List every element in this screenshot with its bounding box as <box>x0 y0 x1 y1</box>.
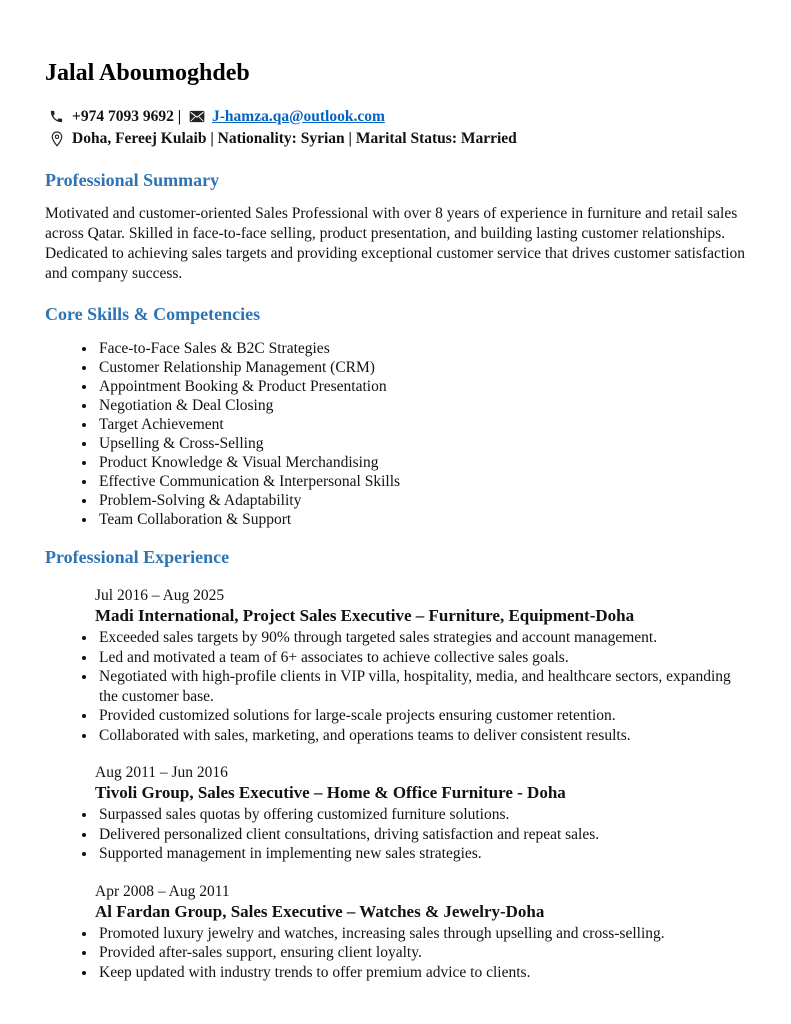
skill-item: • Upselling & Cross-Selling <box>97 434 746 453</box>
skills-section <box>45 304 746 529</box>
skill-item: • Product Knowledge & Visual Merchandising <box>97 453 746 472</box>
job-bullet: • Provided customized solutions for large-scale projects ensuring customer retention. <box>97 706 746 726</box>
job-bullet-list <box>45 805 746 864</box>
skill-item: • Negotiation & Deal Closing <box>97 396 746 415</box>
job-dates: Aug 2011 – Jun 2016 <box>95 764 228 782</box>
job-bullet-list <box>45 924 746 983</box>
job-bullet: • Negotiated with high-profile clients in VIP villa, hospitality, media, and healthcare sectors, expanding the customer base. <box>97 667 746 706</box>
skill-item: • Effective Communication & Interpersonal Skills <box>97 472 746 491</box>
location-details: Doha, Fereej Kulaib | Nationality: Syrian | Marital Status: Married <box>72 129 517 147</box>
job-bullet: • Surpassed sales quotas by offering customized furniture solutions. <box>97 805 746 825</box>
phone-icon <box>48 109 65 124</box>
job-bullet: • Provided after-sales support, ensuring client loyalty. <box>97 943 746 963</box>
skill-item: • Team Collaboration & Support <box>97 510 746 529</box>
skill-item: • Problem-Solving & Adaptability <box>97 491 746 510</box>
job-title: Al Fardan Group, Sales Executive – Watches & Jewelry-Doha <box>95 901 545 921</box>
experience-section <box>45 547 746 983</box>
job-bullet: • Promoted luxury jewelry and watches, increasing sales through upselling and cross-selling. <box>97 924 746 944</box>
job-entry <box>45 763 746 864</box>
skills-list <box>45 339 746 529</box>
contact-separator-glyph: | <box>177 107 182 125</box>
summary-paragraph: Motivated and customer-oriented Sales Professional with over 8 years of experience in furniture and retail sales across Qatar. Skilled in face-to-face selling, product presentation, and building lasting customer relationships. Dedicated to achieving sales targets and providing exceptional customer service that drives customer satisfaction and company success. <box>45 205 745 283</box>
email-link[interactable]: J-hamza.qa@outlook.com <box>212 107 385 125</box>
phone-number: +974 7093 9692 <box>72 107 174 125</box>
job-entry <box>45 882 746 983</box>
contact-separator-space <box>181 106 185 128</box>
summary-section <box>45 170 746 285</box>
skill-item: • Appointment Booking & Product Presentation <box>97 377 746 396</box>
job-dates: Apr 2008 – Aug 2011 <box>95 882 230 900</box>
job-bullet: • Exceeded sales targets by 90% through targeted sales strategies and account management. <box>97 628 746 648</box>
summary-heading: Professional Summary <box>45 169 220 190</box>
job-bullet: • Delivered personalized client consultations, driving satisfaction and repeat sales. <box>97 825 746 845</box>
envelope-icon <box>188 110 205 123</box>
skills-heading: Core Skills & Competencies <box>45 304 261 325</box>
job-bullet: • Keep updated with industry trends to offer premium advice to clients. <box>97 963 746 983</box>
skill-item: • Face-to-Face Sales & B2C Strategies <box>97 339 746 358</box>
map-pin-icon <box>48 131 65 147</box>
job-bullet: • Supported management in implementing new sales strategies. <box>97 844 746 864</box>
job-entry <box>45 586 746 745</box>
contact-line-1 <box>45 106 746 128</box>
experience-heading: Professional Experience <box>45 546 230 567</box>
job-dates: Jul 2016 – Aug 2025 <box>95 587 225 605</box>
person-name: Jalal Aboumoghdeb <box>45 60 250 86</box>
job-bullet: • Collaborated with sales, marketing, and operations teams to deliver consistent results. <box>97 726 746 746</box>
skill-item: • Target Achievement <box>97 415 746 434</box>
job-bullet-list <box>45 628 746 745</box>
job-bullet: • Led and motivated a team of 6+ associates to achieve collective sales goals. <box>97 648 746 668</box>
job-title: Tivoli Group, Sales Executive – Home & Office Furniture - Doha <box>95 783 566 803</box>
job-title: Madi International, Project Sales Executive – Furniture, Equipment-Doha <box>95 606 635 626</box>
contact-line-2 <box>45 128 746 150</box>
skill-item: • Customer Relationship Management (CRM) <box>97 358 746 377</box>
